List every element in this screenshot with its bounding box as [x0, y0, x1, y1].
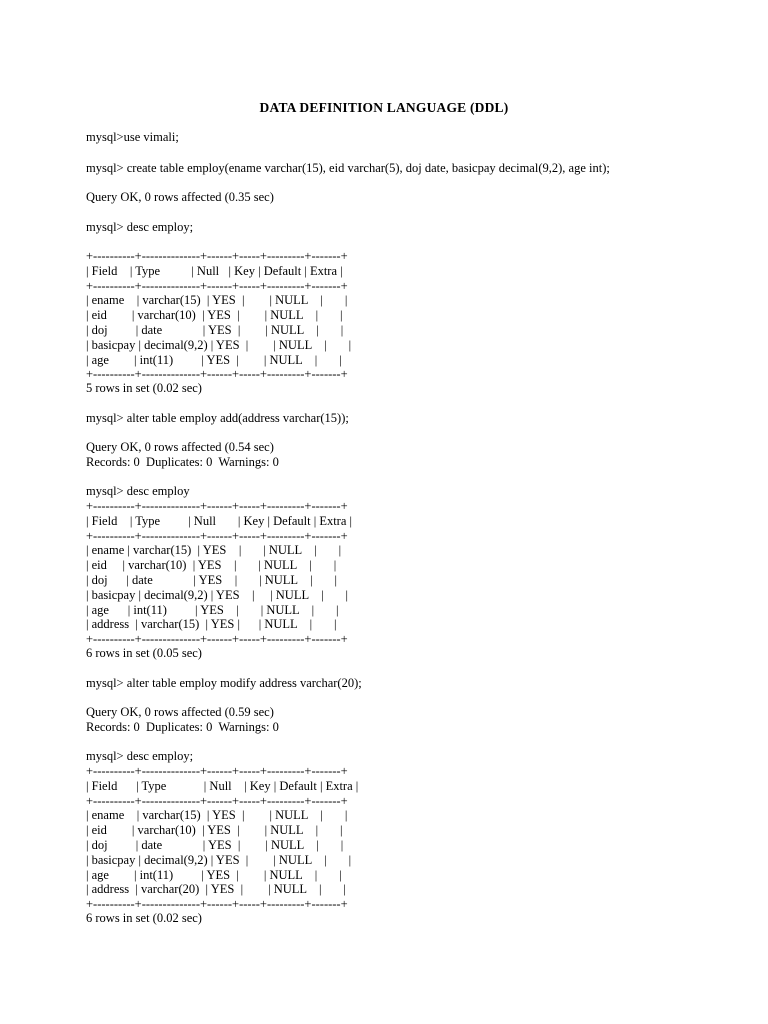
rows-in-set-1: 5 rows in set (0.02 sec): [86, 381, 202, 395]
table-row: | basicpay | decimal(9,2) | YES | | NULL | |: [86, 337, 352, 352]
table-row: +----------+--------------+------+-----+---------+-------+: [86, 278, 348, 293]
table-row: +----------+--------------+------+-----+---------+-------+: [86, 249, 348, 263]
table-row: | age | int(11) | YES | | NULL | |: [86, 602, 339, 617]
command-desc-2: mysql> desc employ: [86, 484, 190, 498]
records-line-1: Records: 0 Duplicates: 0 Warnings: 0: [86, 455, 279, 469]
query-result-2: Query OK, 0 rows affected (0.54 sec): [86, 440, 274, 454]
table-row: +----------+--------------+------+-----+---------+-------+: [86, 528, 348, 543]
command-desc-1: mysql> desc employ;: [86, 220, 194, 234]
document-title: DATA DEFINITION LANGUAGE (DDL): [259, 100, 509, 115]
records-line-2: Records: 0 Duplicates: 0 Warnings: 0: [86, 720, 279, 734]
table-row: | ename | varchar(15) | YES | | NULL | |: [86, 808, 348, 823]
table-row: | age | int(11) | YES | | NULL | |: [86, 867, 342, 882]
table-row: +----------+--------------+------+-----+---------+-------+: [86, 367, 348, 382]
table-row: | eid | varchar(10) | YES | | NULL | |: [86, 823, 343, 838]
table-row: +----------+--------------+------+-----+---------+-------+: [86, 793, 348, 808]
table-row: | address | varchar(15) | YES | | NULL | |: [86, 617, 337, 632]
command-create-table: mysql> create table employ(ename varchar(15), eid varchar(5), doj date, basicpay decimal(9,2), age int);: [86, 161, 610, 175]
table-row: | ename | varchar(15) | YES | | NULL | |: [86, 543, 342, 558]
table-row: | Field | Type | Null | Key | Default | Extra |: [86, 263, 343, 278]
query-result-1: Query OK, 0 rows affected (0.35 sec): [86, 190, 274, 204]
table-row: | basicpay | decimal(9,2) | YES | | NULL | |: [86, 852, 352, 867]
table-row: +----------+--------------+------+-----+---------+-------+: [86, 897, 348, 912]
rows-in-set-3: 6 rows in set (0.02 sec): [86, 911, 202, 925]
table-row: +----------+--------------+------+-----+---------+-------+: [86, 632, 348, 647]
table-row: | ename | varchar(15) | YES | | NULL | |: [86, 293, 348, 308]
table-row: | Field | Type | Null | Key | Default | Extra |: [86, 778, 359, 793]
command-desc-3: mysql> desc employ;: [86, 749, 194, 763]
command-use-db: mysql>use vimali;: [86, 130, 179, 144]
desc-table-1: [86, 249, 351, 382]
table-row: | basicpay | decimal(9,2) | YES | | NULL | |: [86, 587, 349, 602]
table-row: +----------+--------------+------+-----+---------+-------+: [86, 764, 348, 778]
table-row: | Field | Type | Null | Key | Default | Extra |: [86, 513, 353, 528]
desc-table-3: [86, 764, 358, 912]
table-row: | age | int(11) | YES | | NULL | |: [86, 352, 342, 367]
table-row: | doj | date | YES | | NULL | |: [86, 572, 337, 587]
rows-in-set-2: 6 rows in set (0.05 sec): [86, 646, 202, 660]
table-row: | address | varchar(20) | YES | | NULL | |: [86, 882, 346, 897]
table-row: +----------+--------------+------+-----+---------+-------+: [86, 499, 348, 513]
table-row: | eid | varchar(10) | YES | | NULL | |: [86, 558, 337, 573]
query-result-3: Query OK, 0 rows affected (0.59 sec): [86, 705, 274, 719]
command-alter-add: mysql> alter table employ add(address varchar(15));: [86, 411, 349, 425]
table-row: | doj | date | YES | | NULL | |: [86, 322, 344, 337]
table-row: | doj | date | YES | | NULL | |: [86, 837, 344, 852]
table-row: | eid | varchar(10) | YES | | NULL | |: [86, 308, 343, 323]
command-alter-modify: mysql> alter table employ modify address varchar(20);: [86, 676, 362, 690]
desc-table-2: [86, 499, 352, 647]
